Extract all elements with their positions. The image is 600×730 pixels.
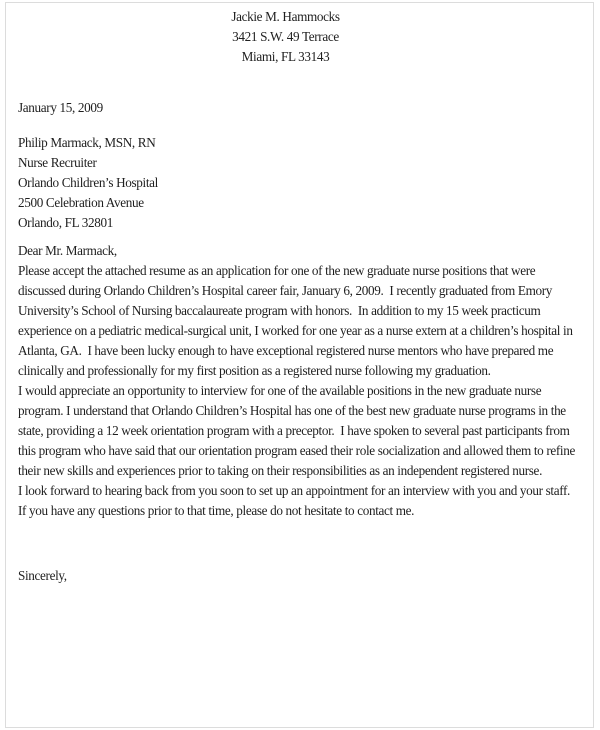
recipient-organization: Orlando Children’s Hospital <box>18 175 158 190</box>
letter-date: January 15, 2009 <box>18 100 103 115</box>
letter-content <box>6 3 593 727</box>
recipient-name: Philip Marmack, MSN, RN <box>18 135 156 150</box>
body-paragraph-1: Please accept the attached resume as an application for one of the new graduate nurse positions that were discussed during Orlando Children’s Hospital career fair, January 6, 2009. I recently graduated from Emory University’s School of Nursing baccalaureate program with honors. In addition to my 15 week practicum experience on a pediatric medical-surgical unit, I worked for one year as a nurse extern at a children’s hospital in Atlanta, GA. I have been lucky enough to have exceptional registered nurse mentors who have prepared me clinically and professionally for my first position as a registered nurse following my graduation. <box>18 263 575 378</box>
recipient-address-block <box>18 133 575 233</box>
sender-street: 3421 S.W. 49 Terrace <box>232 29 339 44</box>
body-paragraph-2: I would appreciate an opportunity to interview for one of the available positions in the new graduate nurse program. I understand that Orlando Children’s Hospital has one of the best new graduate nurse programs in the state, providing a 12 week orientation program with a preceptor. I have spoken to several past participants from this program who have said that our orientation program eased their role socialization and allowed them to refine their new skills and experiences prior to taking on their responsibilities as an independent registered nurse. <box>18 383 578 478</box>
recipient-title: Nurse Recruiter <box>18 155 97 170</box>
letter-page <box>5 2 594 728</box>
body-paragraph-3: I look forward to hearing back from you soon to set up an appointment for an interview with you and your staff. If you have any questions prior to that time, please do not hesitate to contact me. <box>18 483 576 518</box>
sender-address-block <box>18 3 575 67</box>
closing: Sincerely, <box>18 568 67 583</box>
recipient-street: 2500 Celebration Avenue <box>18 195 144 210</box>
salutation: Dear Mr. Marmack, <box>18 243 117 258</box>
recipient-city-state-zip: Orlando, FL 32801 <box>18 215 114 230</box>
sender-city-state-zip: Miami, FL 33143 <box>241 49 330 64</box>
sender-name: Jackie M. Hammocks <box>231 9 340 24</box>
